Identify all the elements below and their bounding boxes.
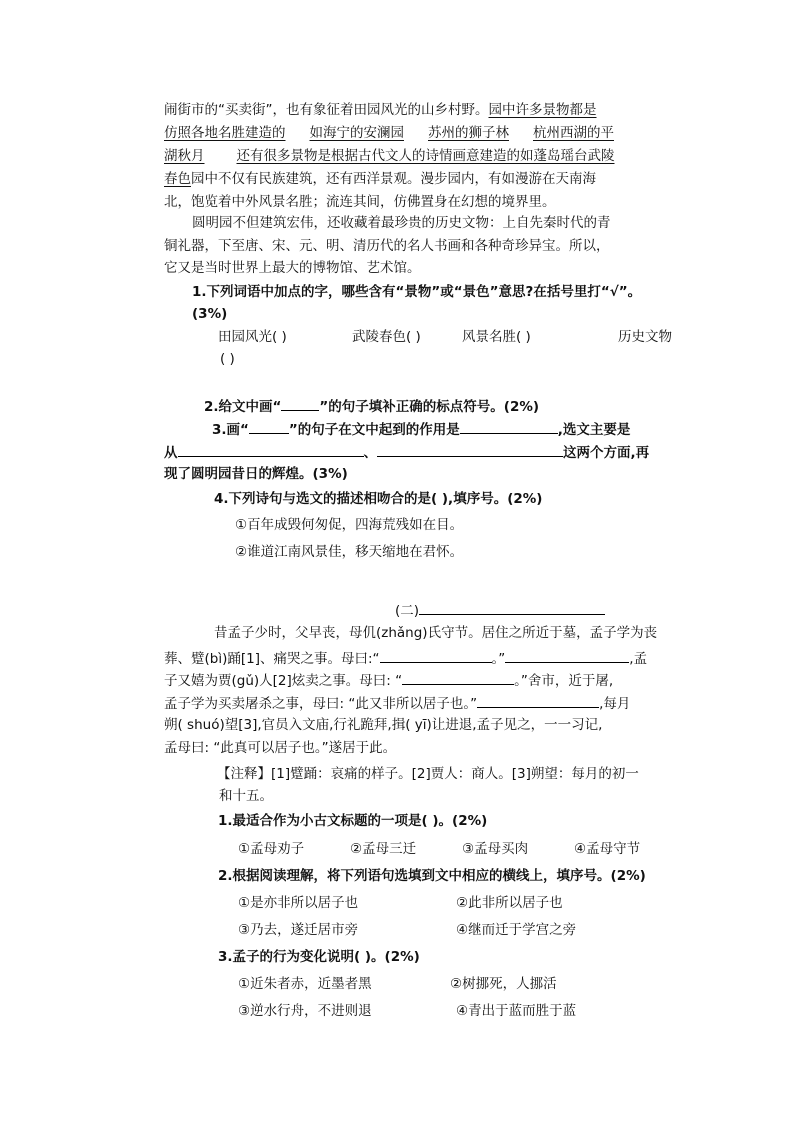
underlined-sentence: 还有很多景物是根据古代文人的诗情画意建造的如蓬岛瑶台武陵	[236, 148, 615, 164]
part2-question-2-option: ④继而迁于学宫之旁	[456, 922, 577, 938]
part2-question-3-option: ③逆水行舟，不进则退	[238, 1003, 372, 1019]
question-3-text: 从	[164, 445, 178, 461]
passage-line: 铜礼器，下至唐、宋、元、明、清历代的名人书画和各种奇珍异宝。所以，	[164, 238, 610, 254]
question-2-text: ”的句子填补正确的标点符号。(2%)	[319, 399, 540, 415]
part2-question-1-option: ④孟母守节	[574, 841, 641, 857]
question-1-paren: ( )	[220, 351, 235, 367]
part2-question-3-title: 3.孟子的行为变化说明( )。(2%)	[218, 949, 420, 965]
ancient-text: 葬、躄(bì)踊[1]、痛哭之事。母曰:“	[164, 651, 380, 667]
question-1-item: 武陵春色( )	[352, 329, 421, 345]
question-1-item: 田园风光( )	[218, 329, 287, 345]
question-1-item: 风景名胜( )	[462, 329, 531, 345]
answer-blank[interactable]	[505, 648, 629, 663]
question-2-text: 2.给文中画“	[204, 399, 282, 415]
question-1-score: (3%)	[192, 306, 228, 322]
answer-blank[interactable]	[178, 442, 364, 457]
ancient-text: ,孟	[629, 651, 648, 667]
ancient-text-line: 朔( shuó)望[3],官员入文庙,行礼跪拜,揖( yī)让进退,孟子见之，一一习记,	[164, 717, 603, 733]
ancient-text-line: 昔孟子少时，父早丧，母仉(zhǎng)氏守节。居住之所近于墓，孟子学为丧	[214, 625, 658, 641]
underlined-sentence: 如海宁的安澜园	[309, 125, 404, 141]
question-3-text: ,选文主要是	[557, 422, 631, 438]
ancient-text-line	[164, 648, 647, 668]
part2-question-2-title: 2.根据阅读理解，将下列语句选填到文中相应的横线上，填序号。(2%)	[218, 868, 646, 884]
passage-line: 圆明园不但建筑宏伟，还收藏着最珍贵的历史文物：上自先秦时代的青	[192, 215, 611, 231]
question-4-option: ①百年成毁何匆促，四海荒残如在目。	[235, 517, 464, 533]
underlined-sentence: 湖秋月	[164, 148, 205, 164]
part2-question-1-option: ③孟母买肉	[462, 841, 529, 857]
answer-blank[interactable]	[477, 693, 599, 708]
question-1-title: 1.下列词语中加点的字，哪些含有“景物”或“景色”意思?在括号里打“√”。	[192, 284, 642, 300]
passage-line	[164, 147, 615, 165]
part2-question-3-option: ①近朱者赤，近墨者黑	[238, 976, 372, 992]
question-3	[212, 419, 630, 439]
answer-blank[interactable]	[402, 670, 514, 685]
title-blank[interactable]	[419, 600, 605, 615]
blank-line	[249, 419, 289, 434]
passage-text: 闹街市的“买卖街”，也有象征着田园风光的山乡村野。	[164, 102, 489, 118]
passage-line	[164, 101, 597, 119]
underlined-sentence: 仿照各地名胜建造的	[164, 125, 286, 141]
question-3-line3: 现了圆明园昔日的辉煌。(3%)	[164, 466, 348, 482]
passage-line	[164, 170, 596, 188]
blank-line	[281, 396, 319, 411]
part2-question-1-title: 1.最适合作为小古文标题的一项是( )。(2%)	[218, 813, 488, 829]
underlined-sentence: 春色	[164, 171, 191, 187]
ancient-text-line: 孟母曰: “此真可以居子也。”遂居于此。	[164, 740, 397, 756]
section-number: (二)	[395, 603, 420, 619]
section-heading	[395, 600, 605, 620]
passage-line: 它又是当时世界上最大的博物馆、艺术馆。	[164, 260, 421, 276]
underlined-sentence: 杭州西湖的平	[533, 125, 614, 141]
question-2	[204, 396, 539, 416]
part2-question-3-option: ②树挪死，人挪活	[450, 976, 557, 992]
answer-blank[interactable]	[460, 419, 558, 434]
ancient-text: 。”	[491, 651, 506, 667]
passage-line	[164, 124, 614, 142]
ancient-text-line	[164, 670, 613, 690]
underlined-sentence: 园中许多景物都是	[488, 102, 597, 118]
question-3-text: ”的句子在文中起到的作用是	[288, 422, 460, 438]
part2-question-3-option: ④青出于蓝而胜于蓝	[456, 1003, 577, 1019]
underlined-sentence: 苏州的狮子林	[428, 125, 509, 141]
ancient-text: 孟子学为买卖屠杀之事，母曰: “此又非所以居子也。”	[164, 696, 478, 712]
part2-question-2-option: ②此非所以居子也	[456, 895, 563, 911]
passage-line: 北，饱览着中外风景名胜；流连其间，仿佛置身在幻想的境界里。	[164, 194, 556, 210]
question-3-text: 、	[363, 445, 377, 461]
question-3-line2	[164, 442, 649, 462]
question-4-title: 4.下列诗句与选文的描述相吻合的是( ),填序号。(2%)	[214, 491, 543, 507]
ancient-text: ,每月	[599, 696, 631, 712]
annotation: 和十五。	[219, 788, 273, 804]
part2-question-2-option: ①是亦非所以居子也	[238, 895, 359, 911]
ancient-text: 。”舍市，近于屠,	[514, 673, 614, 689]
part2-question-1-option: ①孟母劝子	[238, 841, 305, 857]
question-3-text: 这两个方面,再	[563, 445, 650, 461]
answer-blank[interactable]	[377, 442, 563, 457]
question-1-item: 历史文物	[618, 329, 672, 345]
part2-question-2-option: ③乃去，遂迁居市旁	[238, 922, 359, 938]
answer-blank[interactable]	[380, 648, 492, 663]
ancient-text: 子又嬉为贾(gǔ)人[2]炫卖之事。母曰: “	[164, 673, 403, 689]
passage-text: 园中不仅有民族建筑，还有西洋景观。漫步园内，有如漫游在天南海	[191, 171, 596, 187]
ancient-text-line	[164, 693, 630, 713]
question-4-option: ②谁道江南风景佳，移天缩地在君怀。	[235, 544, 464, 560]
question-3-text: 3.画“	[212, 422, 249, 438]
part2-question-1-option: ②孟母三迁	[350, 841, 417, 857]
annotation: 【注释】[1]躄踊：哀痛的样子。[2]贾人：商人。[3]朔望：每月的初一	[217, 766, 639, 782]
